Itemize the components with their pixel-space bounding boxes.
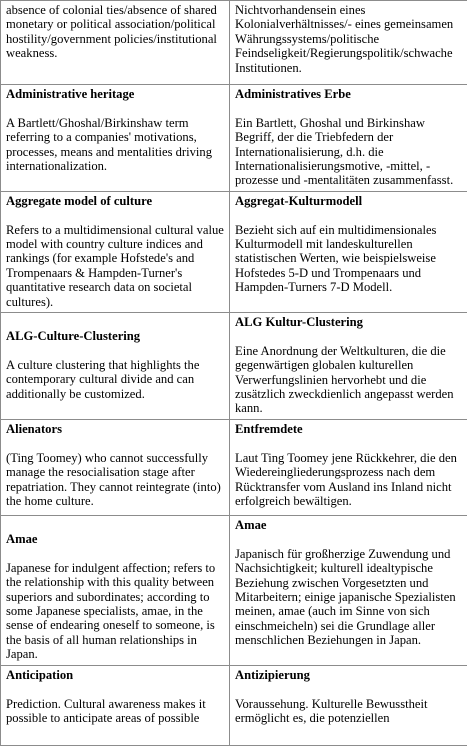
english-definition: (Ting Toomey) who cannot successfully manage the resocialisation stage after repatriation. They cannot reintegrate (into) the home culture. bbox=[6, 451, 224, 509]
table-row bbox=[1, 85, 467, 192]
english-cell bbox=[1, 85, 230, 192]
table-row bbox=[1, 665, 467, 745]
english-cell bbox=[1, 313, 230, 420]
german-cell bbox=[230, 665, 467, 745]
german-definition: Bezieht sich auf ein multidimensionales Kulturmodell mit landeskulturellen statistischen Werten, wie beispielsweise Hofstedes 5-D und Trompenaars und Hampden-Turners 7-D Modell. bbox=[235, 223, 462, 295]
german-term: Entfremdete bbox=[235, 422, 462, 436]
english-definition: Refers to a multidimensional cultural value model with country culture indices and rankings (for example Hofstede's and Trompenaars & Hampden-Turner's quantitative research data on societal cultures). bbox=[6, 223, 224, 309]
english-definition: absence of colonial ties/absence of shared monetary or political association/political hostility/government policies/institutional weakness. bbox=[6, 3, 224, 61]
english-cell bbox=[1, 665, 230, 745]
table-row bbox=[1, 420, 467, 516]
german-term: ALG Kultur-Clustering bbox=[235, 315, 462, 329]
english-definition: A Bartlett/Ghoshal/Birkinshaw term referring to a companies' motivations, processes, means and mentalities driving internationalization. bbox=[6, 116, 224, 174]
german-term: Antizipierung bbox=[235, 668, 462, 682]
german-definition: Nichtvorhandensein eines Kolonialverhältnisses/- eines gemeinsamen Währungssystems/politische Feindseligkeit/Regierungspolitik/schwache Institutionen. bbox=[235, 3, 462, 75]
german-cell bbox=[230, 191, 467, 312]
english-definition: Japanese for indulgent affection; refers to the relationship with this quality between superiors and subordinates; according to some Japanese specialists, amae, in the sense of endearing oneself to someone, is the basis of all human relationships in Japan. bbox=[6, 561, 224, 662]
english-term: Anticipation bbox=[6, 668, 224, 682]
german-definition: Laut Ting Toomey jene Rückkehrer, die den Wiedereingliederungsprozess nach dem Rücktransfer vom Ausland ins Inland nicht erfolgreich bewältigen. bbox=[235, 451, 462, 509]
english-cell bbox=[1, 516, 230, 666]
german-cell bbox=[230, 1, 467, 85]
english-term: Alienators bbox=[6, 422, 224, 436]
german-term: Aggregat-Kulturmodell bbox=[235, 194, 462, 208]
table-row bbox=[1, 191, 467, 312]
german-term: Amae bbox=[235, 518, 462, 532]
german-definition: Eine Anordnung der Weltkulturen, die die gegenwärtigen globalen kulturellen Verwerfungslinien hervorhebt und die zusätzlich zweckdienlich angepasst werden kann. bbox=[235, 344, 462, 416]
english-cell bbox=[1, 420, 230, 516]
german-cell bbox=[230, 516, 467, 666]
english-term: Amae bbox=[6, 532, 224, 546]
german-definition: Ein Bartlett, Ghoshal und Birkinshaw Begriff, der die Triebfedern der Internationalisierung, d.h. die Internationalisierungsmotive, -mittel, -prozesse und -mentalitäten zusammenfasst. bbox=[235, 116, 462, 188]
english-term: Aggregate model of culture bbox=[6, 194, 224, 208]
english-cell bbox=[1, 191, 230, 312]
table-row bbox=[1, 1, 467, 85]
table-row bbox=[1, 313, 467, 420]
german-term: Administratives Erbe bbox=[235, 87, 462, 101]
english-cell bbox=[1, 1, 230, 85]
german-definition: Japanisch für großherzige Zuwendung und Nachsichtigkeit; kulturell idealtypische Beziehung zwischen Vorgesetzten und Mitarbeitern; einige japanische Spezialisten meinen, amae (auch im Sinne von sich einschmeicheln) sei die Grundlage aller menschlichen Beziehungen in Japan. bbox=[235, 547, 462, 648]
table-row bbox=[1, 516, 467, 666]
english-definition: A culture clustering that highlights the contemporary cultural divide and can additionally be customized. bbox=[6, 358, 224, 401]
german-definition: Voraussehung. Kulturelle Bewusstheit ermöglicht es, die potenziellen bbox=[235, 697, 462, 726]
german-cell bbox=[230, 420, 467, 516]
english-term: ALG-Culture-Clustering bbox=[6, 329, 224, 343]
english-definition: Prediction. Cultural awareness makes it possible to anticipate areas of possible bbox=[6, 697, 224, 726]
english-term: Administrative heritage bbox=[6, 87, 224, 101]
german-cell bbox=[230, 85, 467, 192]
german-cell bbox=[230, 313, 467, 420]
